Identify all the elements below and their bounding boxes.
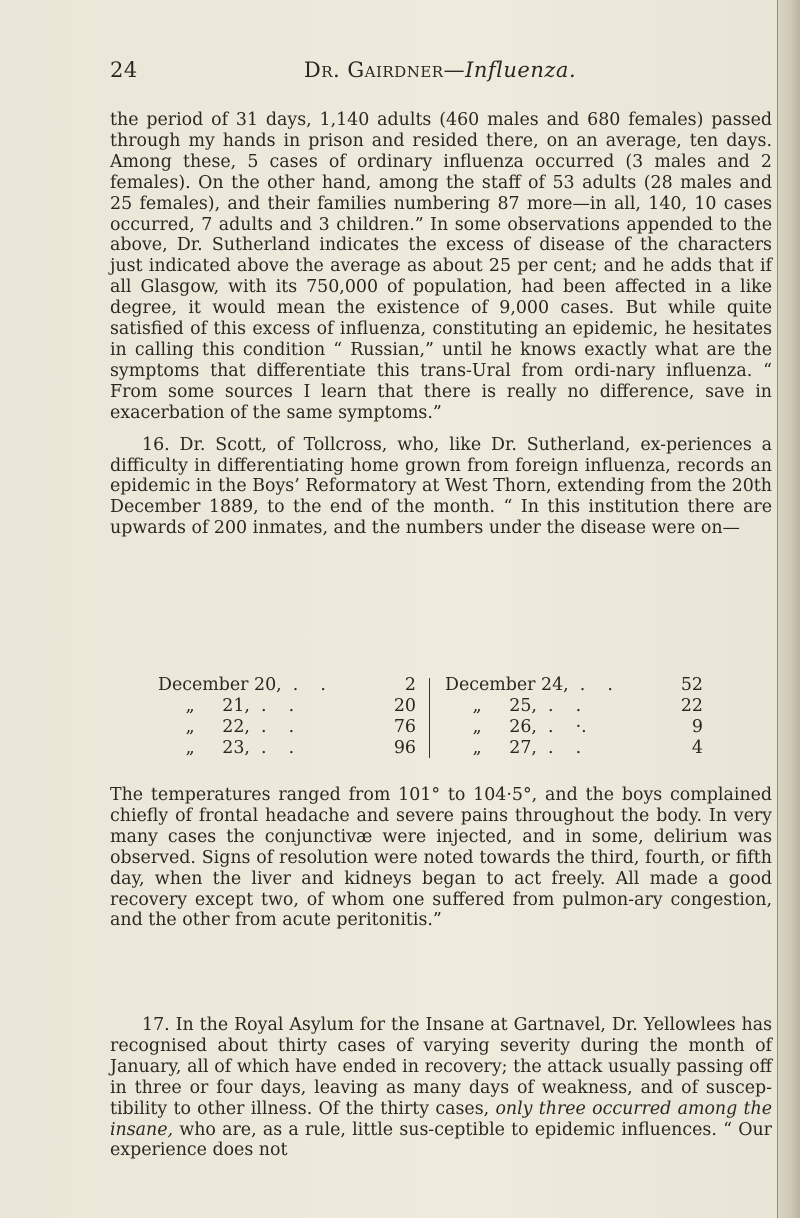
running-title-author: Dr. Gairdner <box>303 58 444 82</box>
table-count: 96 <box>393 738 416 758</box>
paragraph-17-italic: only three occurred among the insane, <box>110 1098 772 1140</box>
table-count: 22 <box>680 696 703 716</box>
table-date: „ 22, . . <box>158 717 295 737</box>
table-count: 4 <box>691 738 703 758</box>
table-row <box>158 696 416 717</box>
paragraph-17 <box>110 1015 772 1161</box>
paragraph-17-part-b: who are, as a rule, little sus-ceptible to epidemic influences. “ Our experience does not <box>110 1119 772 1161</box>
paragraph-17-block <box>110 1015 772 1161</box>
table-date: December 20, . . <box>158 675 326 695</box>
table-date: „ 27, . . <box>445 738 582 758</box>
running-title <box>110 58 770 82</box>
table-row <box>445 717 703 738</box>
table-column-right <box>445 675 703 759</box>
paragraph-temperatures: The temperatures ranged from 101° to 104·5°, and the boys complained chiefly of frontal headache and severe pains throughout the body. In very many cases the conjunctivæ were injected, and in some, delirium was observed. Signs of resolution were noted towards the third, fourth, or fifth day, when the liver and kidneys began to act freely. All made a good recovery except two, of whom one suffered from pulmon-ary congestion, and the other from acute peritonitis.” <box>110 785 772 931</box>
table-count: 2 <box>404 675 416 695</box>
table-date: „ 21, . . <box>158 696 295 716</box>
table-count: 20 <box>393 696 416 716</box>
running-title-separator: — <box>443 58 466 82</box>
paragraph-17-part-a: 17. In the Royal Asylum for the Insane at Gartnavel, Dr. Yellowlees has recognised about thirty cases of varying severity during the month of January, all of which have ended in recovery; the attack usually passing off in three or four days, leaving as many days of weakness, and of suscep-tibility to other illness. Of the thirty cases, <box>110 1015 772 1119</box>
table-date: „ 23, . . <box>158 738 295 758</box>
table-count: 9 <box>691 717 703 737</box>
running-header <box>110 58 770 92</box>
table-row <box>158 717 416 738</box>
table-date: December 24, . . <box>445 675 613 695</box>
table-row <box>445 675 703 696</box>
running-title-topic: Influenza. <box>465 58 577 82</box>
paragraph-1: the period of 31 days, 1,140 adults (460 males and 680 females) passed through my hands in prison and resided there, on an average, ten days. Among these, 5 cases of ordinary influenza occurred (3 males and 2 females). On the other hand, among the staff of 53 adults (28 males and 25 females), and their families numbering 87 more—in all, 140, 10 cases occurred, 7 adults and 3 children.” In some observations appended to the above, Dr. Sutherland indicates the excess of disease of the characters just indicated above the average as about 25 per cent; and he adds that if all Glasgow, with its 750,000 of population, had been affected in a like degree, it would mean the existence of 9,000 cases. But while quite satisfied of this excess of influenza, constituting an epidemic, he hesitates in calling this condition “ Russian,” until he knows exactly what are the symptoms that differentiate this trans-Ural from ordi-nary influenza. “ From some sources I learn that there is really no difference, save in exacerbation of the same symptoms.” <box>110 110 772 423</box>
page-edge <box>777 0 800 1218</box>
table-date: „ 26, . ·. <box>445 717 587 737</box>
table-row <box>445 696 703 717</box>
table-row <box>445 738 703 759</box>
paragraph-16: 16. Dr. Scott, of Tollcross, who, like Dr. Sutherland, ex-periences a difficulty in differentiating home grown from foreign influenza, records an epidemic in the Boys’ Reformatory at West Thorn, extending from the 20th December 1889, to the end of the month. “ In this institution there are upwards of 200 inmates, and the numbers under the disease were on— <box>110 434 772 539</box>
table-divider <box>429 678 430 758</box>
table-column-left <box>158 675 416 759</box>
table-row <box>158 675 416 696</box>
table-row <box>158 738 416 759</box>
temperature-paragraph-block <box>110 785 772 931</box>
page-number: 24 <box>110 58 138 82</box>
table-date: „ 25, . . <box>445 696 582 716</box>
table-count: 76 <box>393 717 416 737</box>
table-count: 52 <box>680 675 703 695</box>
body-text <box>110 110 772 539</box>
case-count-table <box>110 675 772 765</box>
